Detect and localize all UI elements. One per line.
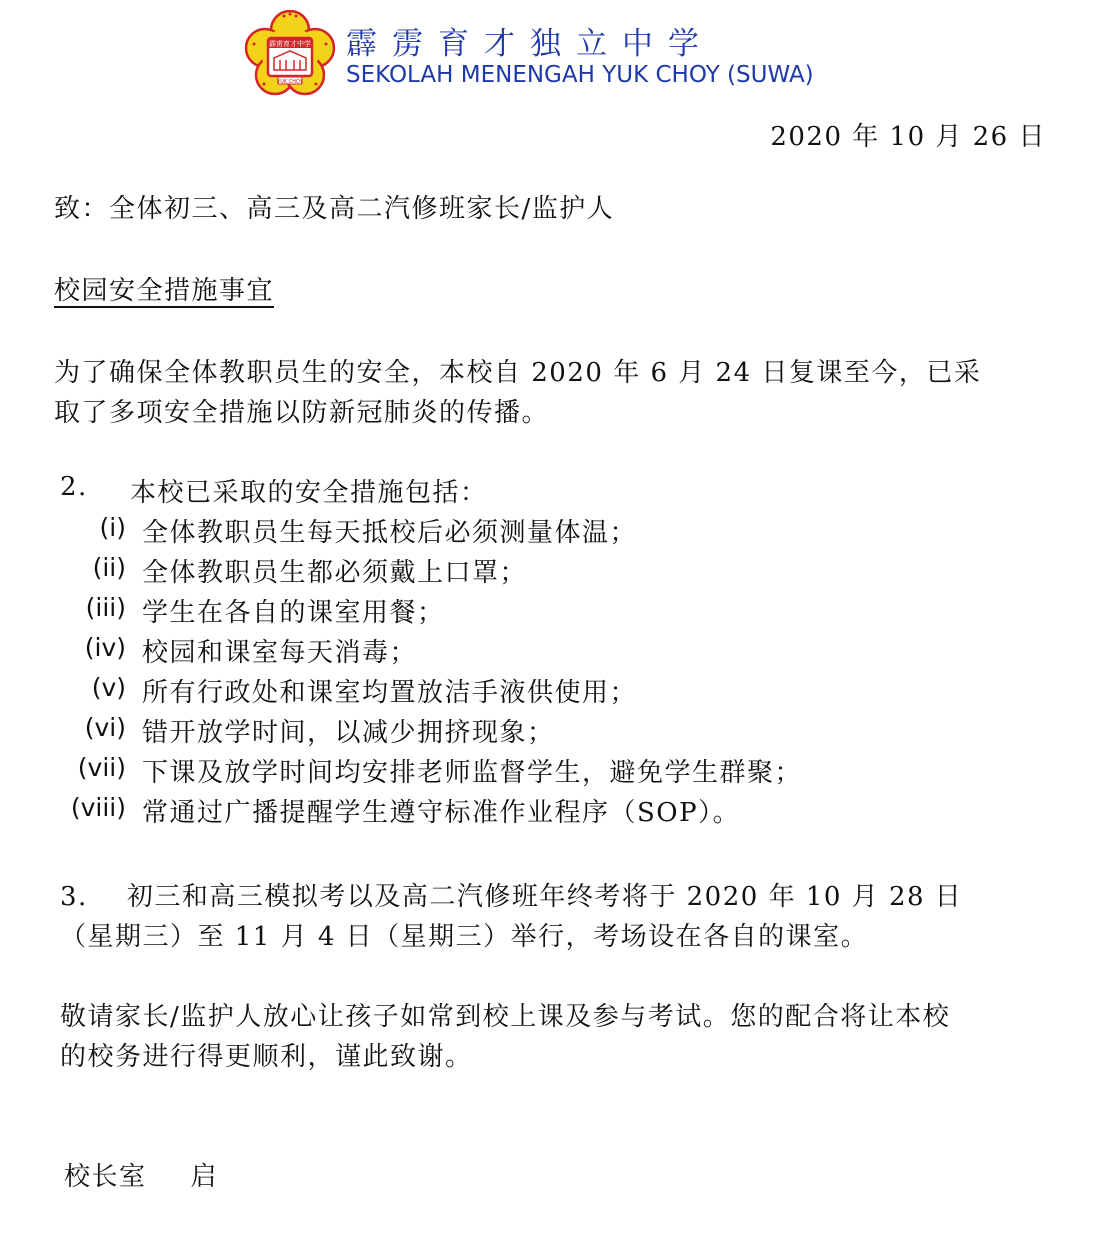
letter-recipient: 致：全体初三、高三及高二汽修班家长/监护人: [54, 194, 615, 224]
signature-office: 校长室: [64, 1162, 147, 1192]
section-2-heading: 本校已采取的安全措施包括：: [130, 478, 488, 508]
measure-label: (i): [99, 513, 126, 542]
measure-label: (viii): [70, 793, 126, 822]
crest-motto-text: YUK CHOY: [277, 79, 303, 85]
signature-word: 启: [190, 1162, 219, 1192]
school-crest-logo: [244, 10, 336, 96]
section-3-line-1: 3. 初三和高三模拟考以及高二汽修班年终考将于 2020 年 10 月 28 日: [60, 882, 963, 912]
measure-label: (vi): [84, 713, 126, 742]
section-2-number: 2.: [60, 472, 88, 502]
paragraph-1-line-2: 取了多项安全措施以防新冠肺炎的传播。: [54, 398, 550, 428]
measure-label: (vii): [77, 753, 126, 782]
signature: [64, 1156, 218, 1193]
letter-date: 2020 年 10 月 26 日: [770, 122, 1046, 152]
measure-text: 所有行政处和课室均置放洁手液供使用；: [142, 678, 638, 708]
school-name-english: SEKOLAH MENENGAH YUK CHOY (SUWA): [346, 62, 814, 88]
measure-label: (iii): [85, 593, 126, 622]
measure-text: 常通过广播提醒学生遵守标准作业程序（SOP）。: [142, 798, 741, 828]
school-name-chinese: 霹雳育才独立中学: [346, 26, 714, 62]
measure-label: (ii): [92, 553, 126, 582]
school-crest-icon: [244, 10, 336, 96]
measure-text: 校园和课室每天消毒；: [142, 638, 418, 668]
closing-line-1: 敬请家长/监护人放心让孩子如常到校上课及参与考试。您的配合将让本校: [60, 1002, 951, 1032]
paragraph-1-line-1: 为了确保全体教职员生的安全，本校自 2020 年 6 月 24 日复课至今，已采: [54, 358, 982, 388]
crest-banner-text: 霹雳育才中学: [269, 40, 311, 48]
measure-label: (v): [91, 673, 126, 702]
closing-line-2: 的校务进行得更顺利，谨此致谢。: [60, 1042, 473, 1072]
measure-text: 学生在各自的课室用餐；: [142, 598, 445, 628]
measure-label: (iv): [84, 633, 126, 662]
measure-text: 错开放学时间，以减少拥挤现象；: [142, 718, 555, 748]
measure-text: 全体教职员生都必须戴上口罩；: [142, 558, 528, 588]
measure-text: 下课及放学时间均安排老师监督学生，避免学生群聚；: [142, 758, 803, 788]
letter-subject: 校园安全措施事宜: [54, 276, 275, 306]
measure-text: 全体教职员生每天抵校后必须测量体温；: [142, 518, 638, 548]
section-3-line-2: （星期三）至 11 月 4 日（星期三）举行，考场设在各自的课室。: [60, 922, 869, 952]
